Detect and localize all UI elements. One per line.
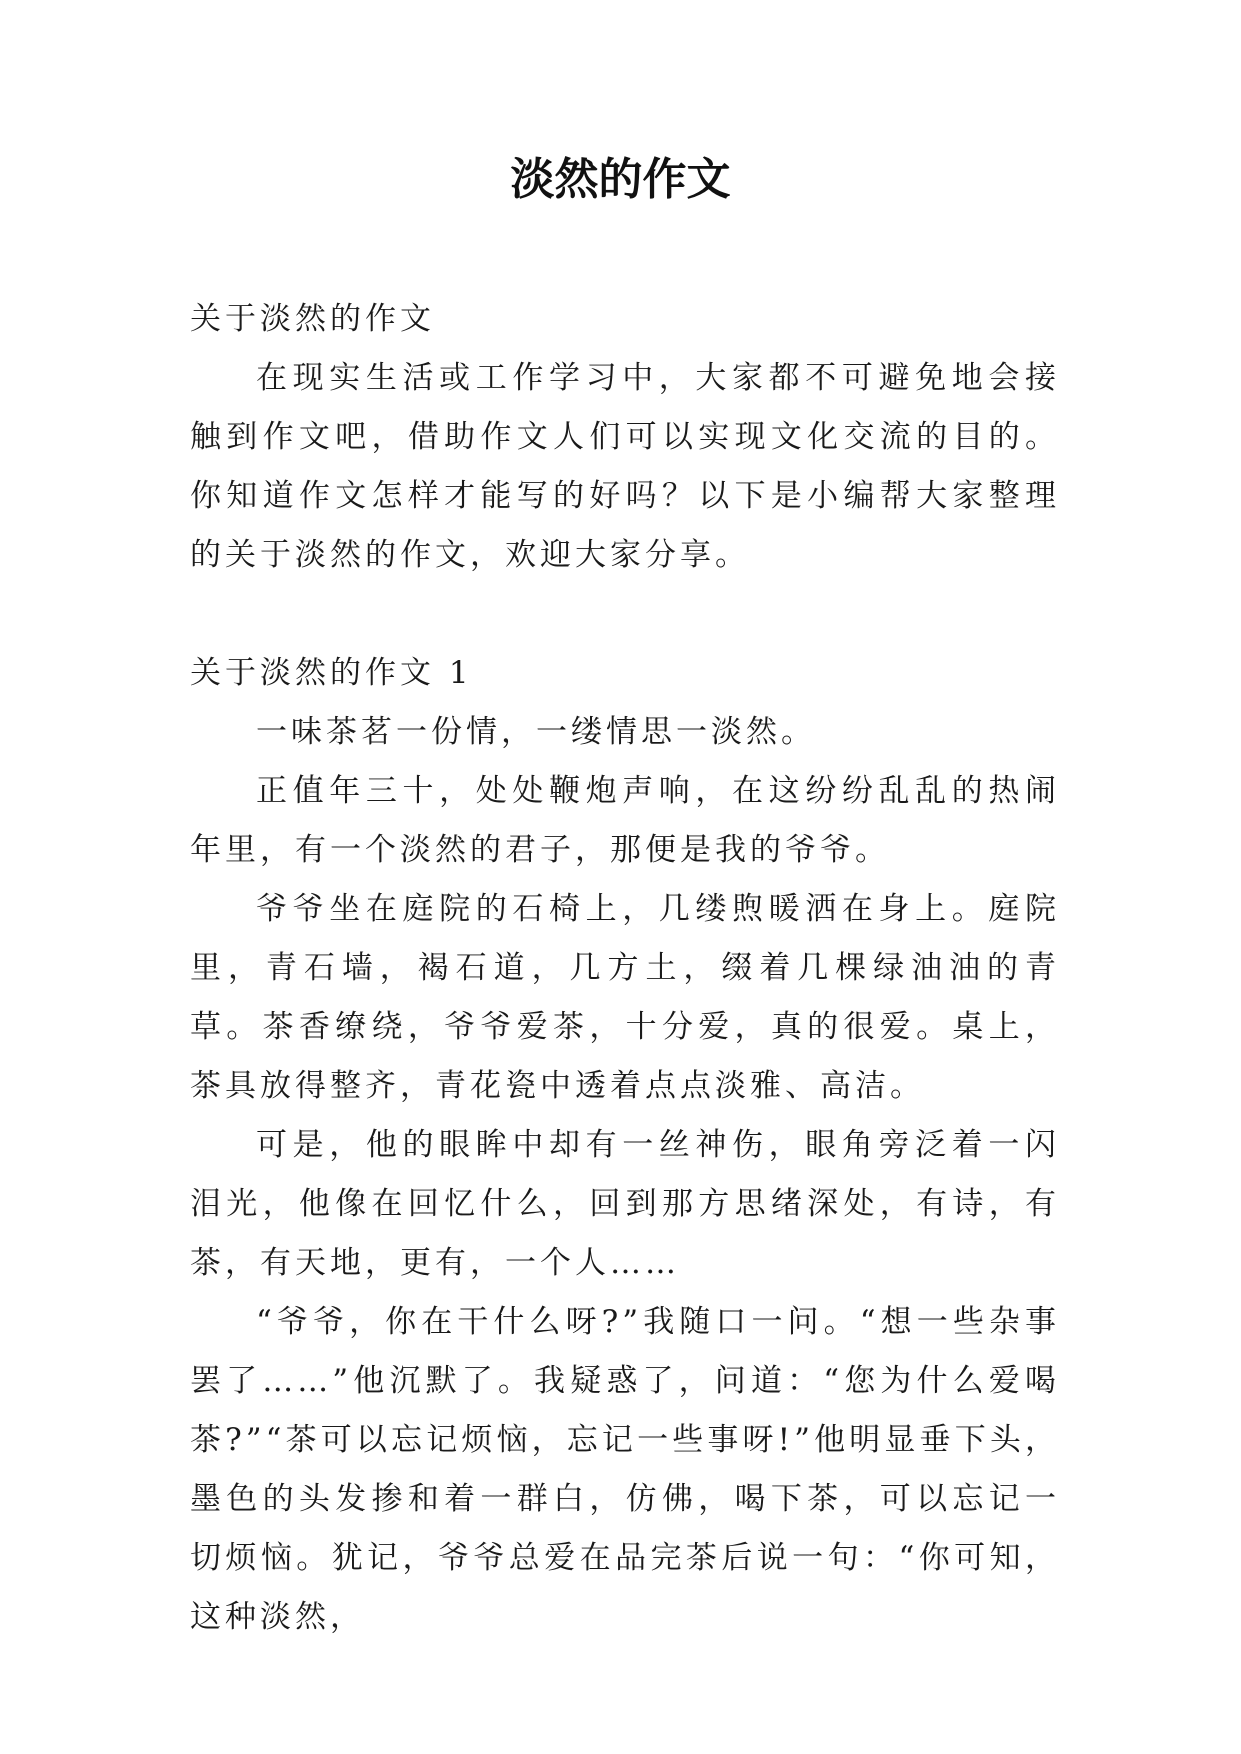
body-paragraph: 正值年三十，处处鞭炮声响，在这纷纷乱乱的热闹年里，有一个淡然的君子，那便是我的爷爷。	[190, 773, 1060, 868]
body-paragraph: 可是，他的眼眸中却有一丝神伤，眼角旁泛着一闪泪光，他像在回忆什么，回到那方思绪深处，有诗，有茶，有天地，更有，一个人……	[190, 1127, 1060, 1281]
intro-heading: 关于淡然的作文	[190, 301, 435, 337]
document-title: 淡然的作文	[510, 154, 731, 205]
body-paragraph: 一味茶茗一份情，一缕情思一淡然。	[256, 714, 816, 750]
section-heading: 关于淡然的作文 1	[190, 655, 473, 691]
intro-paragraph: 在现实生活或工作学习中，大家都不可避免地会接触到作文吧，借助作文人们可以实现文化交流的目的。你知道作文怎样才能写的好吗？以下是小编帮大家整理的关于淡然的作文，欢迎大家分享。	[190, 360, 1060, 573]
body-paragraph: “爷爷，你在干什么呀?”我随口一问。“想一些杂事罢了……”他沉默了。我疑惑了，问道：“您为什么爱喝茶?”“茶可以忘记烦恼，忘记一些事呀!”他明显垂下头，墨色的头发掺和着一群白，仿佛，喝下茶，可以忘记一切烦恼。犹记，爷爷总爱在品完茶后说一句：“你可知，这种淡然，	[190, 1304, 1060, 1635]
body-paragraph: 爷爷坐在庭院的石椅上，几缕煦暖洒在身上。庭院里，青石墙，褐石道，几方土，缀着几棵绿油油的青草。茶香缭绕，爷爷爱茶，十分爱，真的很爱。桌上，茶具放得整齐，青花瓷中透着点点淡雅、高洁。	[190, 891, 1060, 1104]
document-body	[190, 290, 1060, 1647]
